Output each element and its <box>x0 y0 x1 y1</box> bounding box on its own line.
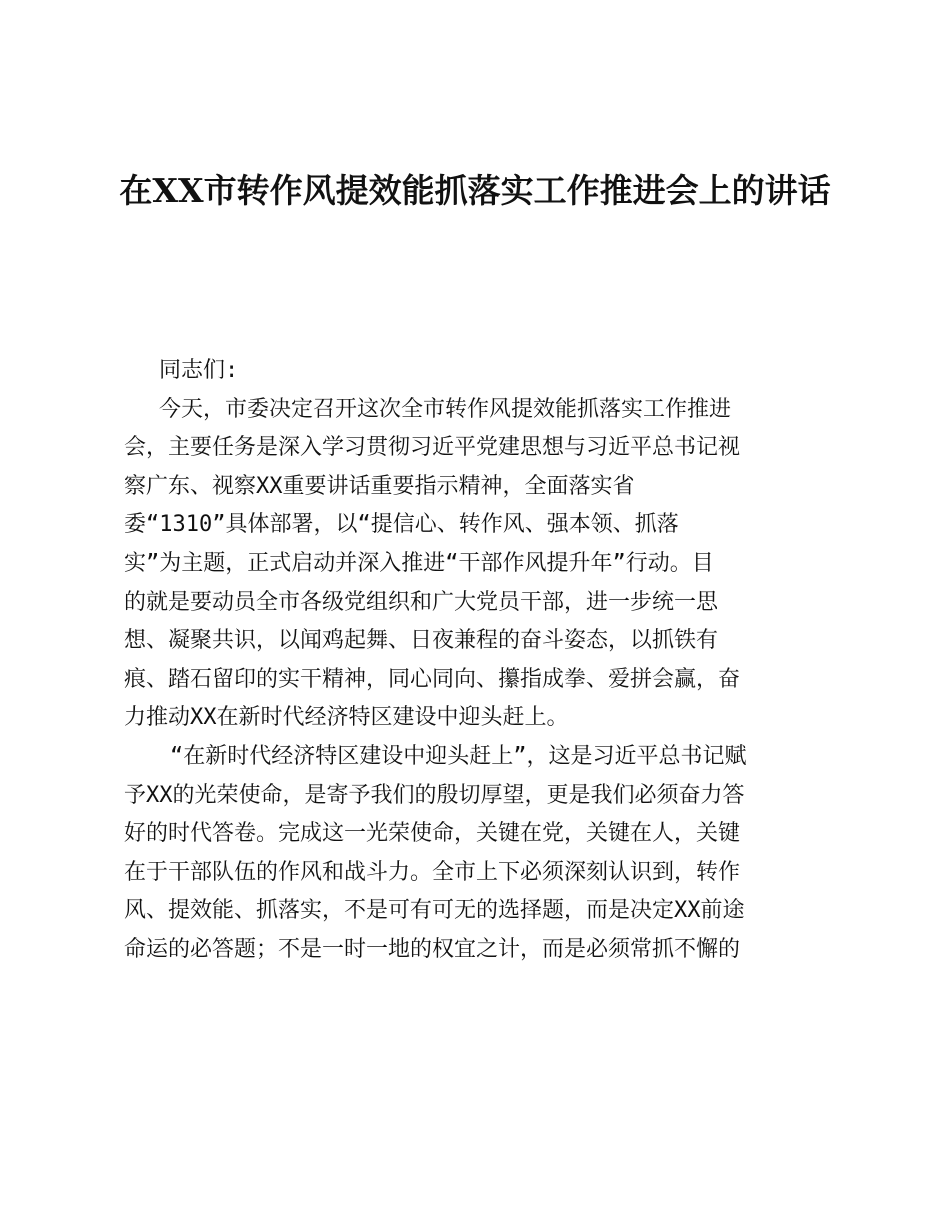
paragraph-line: 今天，市委决定召开这次全市转作风提效能抓落实工作推进 <box>159 396 732 422</box>
salutation-line: 同志们: <box>159 358 239 383</box>
paragraph-line: 实”为主题，正式启动并深入推进“干部作风提升年”行动。目 <box>124 550 714 576</box>
paragraph-line: 命运的必答题；不是一时一地的权宜之计，而是必须常抓不懈的 <box>124 936 741 962</box>
paragraph-line: 委“1310”具体部署，以“提信心、转作风、强本领、抓落 <box>124 512 679 538</box>
paragraph-line: 予XX的光荣使命，是寄予我们的殷切厚望，更是我们必须奋力答 <box>124 782 745 808</box>
paragraph-line: 风、提效能、抓落实，不是可有可无的选择题，而是决定XX前途 <box>124 898 745 924</box>
paragraph-line: 痕、踏石留印的实干精神，同心同向、攥指成拳、爱拼会赢，奋 <box>124 666 741 692</box>
document-body <box>124 352 836 970</box>
paragraph-line: 好的时代答卷。完成这一光荣使命，关键在党，关键在人，关键 <box>124 821 741 847</box>
paragraph-line: 的就是要动员全市各级党组织和广大党员干部，进一步统一思 <box>124 589 719 615</box>
paragraph-line: 会，主要任务是深入学习贯彻习近平党建思想与习近平总书记视 <box>124 435 741 461</box>
paragraph-line: “在新时代经济特区建设中迎头赶上”，这是习近平总书记赋 <box>170 743 747 769</box>
paragraph-line: 察广东、视察XX重要讲话重要指示精神，全面落实省 <box>124 473 635 499</box>
paragraph-line: 想、凝聚共识，以闻鸡起舞、日夜兼程的奋斗姿态，以抓铁有 <box>124 628 719 654</box>
paragraph-line: 在于干部队伍的作风和战斗力。全市上下必须深刻认识到，转作 <box>124 859 741 885</box>
paragraph-line: 力推动XX在新时代经济特区建设中迎头赶上。 <box>124 705 569 731</box>
document-title: 在XX市转作风提效能抓落实工作推进会上的讲话 <box>119 171 831 210</box>
